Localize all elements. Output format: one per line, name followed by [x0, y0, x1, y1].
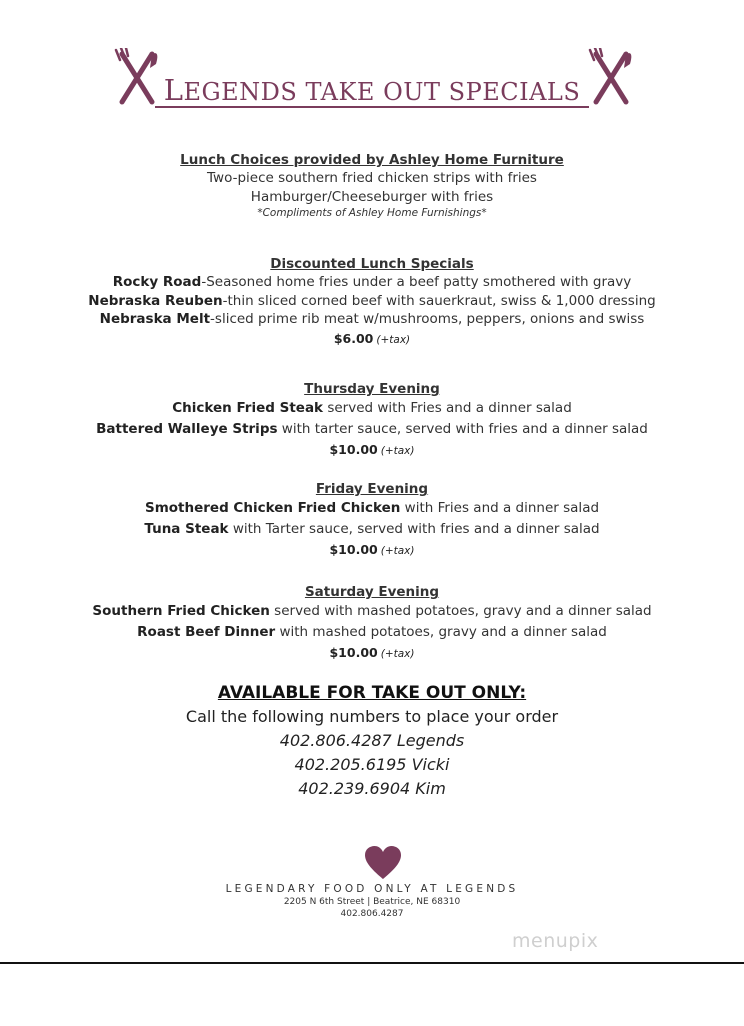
price: $10.00 (+tax) — [329, 442, 415, 457]
lunch-choices-section — [0, 151, 744, 221]
section-heading: Saturday Evening — [304, 584, 440, 600]
discounted-lunch-section — [0, 255, 744, 350]
section-heading: Thursday Evening — [304, 381, 440, 397]
price: $10.00 (+tax) — [329, 542, 415, 557]
menu-item: Hamburger/Cheeseburger with fries — [250, 188, 494, 205]
menu-item — [0, 292, 744, 311]
address: 2205 N 6th Street | Beatrice, NE 68310 — [283, 897, 461, 907]
section-heading: Friday Evening — [315, 481, 429, 497]
menu-item — [0, 622, 744, 643]
item-desc: -Seasoned home fries under a beef patty smothered with gravy — [201, 274, 632, 290]
item-name: Tuna Steak — [144, 521, 229, 537]
item-desc: with Fries and a dinner salad — [400, 500, 600, 516]
item-desc: served with mashed potatoes, gravy and a dinner salad — [269, 603, 652, 619]
footer-phone: 402.806.4287 — [340, 909, 404, 919]
menu-item — [0, 273, 744, 292]
item-name: Nebraska Melt — [99, 311, 211, 327]
item-desc: -thin sliced corned beef with sauerkraut, swiss & 1,000 dressing — [222, 292, 656, 309]
price: $6.00 (+tax) — [333, 330, 411, 346]
friday-section — [0, 480, 744, 561]
heart-icon — [365, 846, 401, 880]
title-banner — [0, 48, 744, 118]
watermark: menupix — [512, 930, 599, 952]
menu-item — [0, 419, 744, 440]
call-instructions: Call the following numbers to place your order — [185, 707, 559, 726]
item-name: Rocky Road — [112, 274, 202, 290]
item-desc: with Tarter sauce, served with fries and a dinner salad — [228, 521, 600, 537]
menu-item — [0, 310, 744, 329]
section-heading: Discounted Lunch Specials — [270, 256, 474, 272]
item-name: Smothered Chicken Fried Chicken — [144, 500, 401, 516]
takeout-heading: AVAILABLE FOR TAKE OUT ONLY: — [217, 683, 527, 703]
page-title: LEGENDS TAKE OUT SPECIALS — [155, 76, 589, 108]
item-desc: -sliced prime rib meat w/mushrooms, peppers, onions and swiss — [210, 311, 645, 327]
item-name: Chicken Fried Steak — [172, 400, 324, 416]
section-heading: Lunch Choices provided by Ashley Home Furniture — [180, 152, 564, 168]
menu-item — [0, 398, 744, 419]
saturday-section — [0, 583, 744, 664]
item-desc: served with Fries and a dinner salad — [323, 400, 572, 416]
fork-knife-icon — [586, 48, 636, 108]
scan-border — [0, 962, 744, 1026]
phone-number: 402.205.6195 Vicki — [294, 755, 450, 774]
price: $10.00 (+tax) — [329, 645, 415, 660]
item-name: Southern Fried Chicken — [92, 603, 270, 619]
address-block — [0, 896, 744, 920]
item-desc: with mashed potatoes, gravy and a dinner salad — [275, 624, 607, 640]
item-desc: with tarter sauce, served with fries and a dinner salad — [277, 421, 648, 437]
tagline: LEGENDARY FOOD ONLY AT LEGENDS — [225, 883, 519, 895]
item-name: Battered Walleye Strips — [96, 421, 278, 437]
menu-item: Two-piece southern fried chicken strips with fries — [207, 170, 537, 186]
item-name: Roast Beef Dinner — [137, 624, 276, 640]
note: *Compliments of Ashley Home Furnishings* — [257, 207, 487, 219]
phone-number: 402.806.4287 Legends — [279, 731, 465, 750]
takeout-section — [0, 681, 744, 801]
thursday-section — [0, 380, 744, 461]
menu-item — [0, 519, 744, 540]
menu-item — [0, 498, 744, 519]
menu-item — [0, 601, 744, 622]
item-name: Nebraska Reuben — [88, 292, 223, 309]
phone-number: 402.239.6904 Kim — [298, 779, 446, 798]
